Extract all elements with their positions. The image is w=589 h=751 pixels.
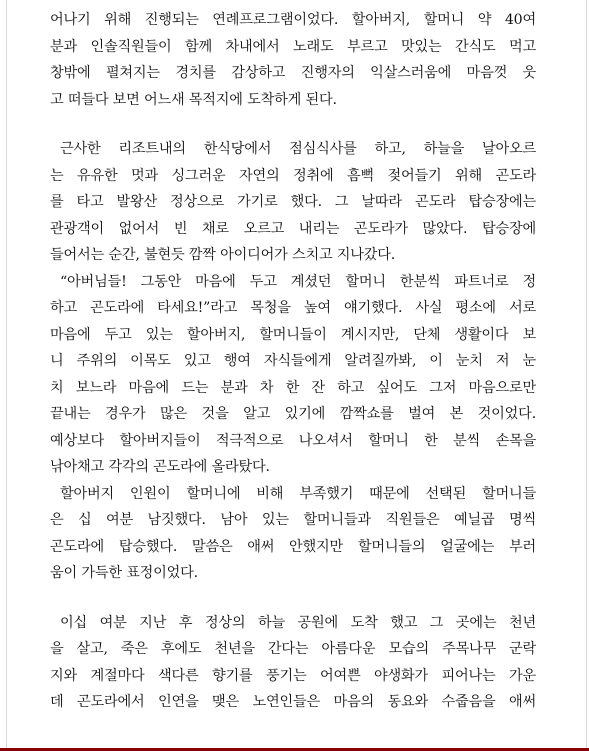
document-body	[50, 7, 536, 716]
text-line: 예상보다 할아버지들이 적극적으로 나오셔서 할머니 한 분씩 손목을	[50, 432, 536, 449]
text-line: 을 살고, 죽은 후에도 천년을 간다는 아름다운 모습의 주목나무 군락	[50, 641, 536, 657]
text-line: 어나기 위해 진행되는 연례프로그램이었다. 할아버지, 할머니 약 40여	[50, 12, 536, 28]
paragraph-gap	[50, 113, 536, 136]
page-right-border	[586, 0, 587, 751]
text-line: 치 보느라 마음에 드는 분과 차 한 잔 하고 싶어도 그저 마음으로만	[50, 379, 536, 396]
text-line: 마음에 두고 있는 할아버지, 할머니들이 계시지만, 단체 생활이다 보	[50, 326, 536, 343]
text-line: 분과 인솔직원들이 함께 차내에서 노래도 부르고 맛있는 간식도 먹고	[50, 38, 536, 55]
text-line: 움이 가득한 표정이었다.	[50, 565, 198, 581]
text-line: 는 유유한 멋과 싱그러운 자연의 정취에 흠뻑 젖어들기 위해 곤도라	[50, 167, 536, 184]
text-line: 할아버지 인원이 할머니에 비해 부족했기 때문에 선택된 할머니들	[60, 485, 536, 502]
text-line: 를 타고 발왕산 정상으로 가기로 했다. 그 날따라 곤도라 탑승장에는	[50, 194, 536, 210]
text-line: 지와 계절마다 색다른 향기를 풍기는 어여쁜 야생화가 피어나는 가운	[50, 667, 536, 684]
text-line: 관광객이 없어서 빈 채로 오르고 내리는 곤도라가 많았다. 탑승장에	[50, 220, 536, 237]
text-line: 데 곤도라에서 인연을 맺은 노연인들은 마음의 동요와 수줍음을 애써	[50, 694, 536, 710]
text-line: 하고 곤도라에 타세요!”라고 목청을 높여 얘기했다. 사실 평소에 서로	[50, 300, 536, 316]
text-line: 이십 여분 지난 후 정상의 하늘 공원에 도착 했고 그 곳에는 천년	[60, 614, 536, 631]
paragraph-gap	[50, 587, 536, 610]
text-line: 니 주위의 이목도 있고 행여 자식들에게 알려질까봐, 이 눈치 저 눈	[50, 353, 536, 369]
text-line: 곤도라에 탑승했다. 말씀은 애써 안했지만 할머니들의 얼굴에는 부러	[50, 538, 536, 555]
text-line: “아버님들! 그동안 마음에 두고 계셨던 할머니 한분씩 파트너로 정	[60, 273, 536, 290]
text-line: 은 십 여분 남짓했다. 남아 있는 할머니들과 직원들은 예닐곱 명씩	[50, 512, 536, 528]
page-left-border	[6, 0, 7, 751]
text-line: 들어서는 순간, 불현듯 깜짝 아이디어가 스치고 지나갔다.	[50, 247, 396, 263]
text-line: 근사한 리조트내의 한식당에서 점심식사를 하고, 하늘을 날아오르	[60, 141, 536, 157]
text-line: 고 떠들다 보면 어느새 목적지에 도착하게 된다.	[50, 91, 337, 108]
text-line: 끝내는 경우가 많은 것을 알고 있기에 깜짝쇼를 벌여 본 것이었다.	[50, 406, 536, 422]
text-line: 낚아채고 각각의 곤도라에 올라탔다.	[50, 459, 270, 475]
text-line: 창밖에 펼쳐지는 경치를 감상하고 진행자의 익살스러움에 마음껏 웃	[50, 65, 536, 81]
